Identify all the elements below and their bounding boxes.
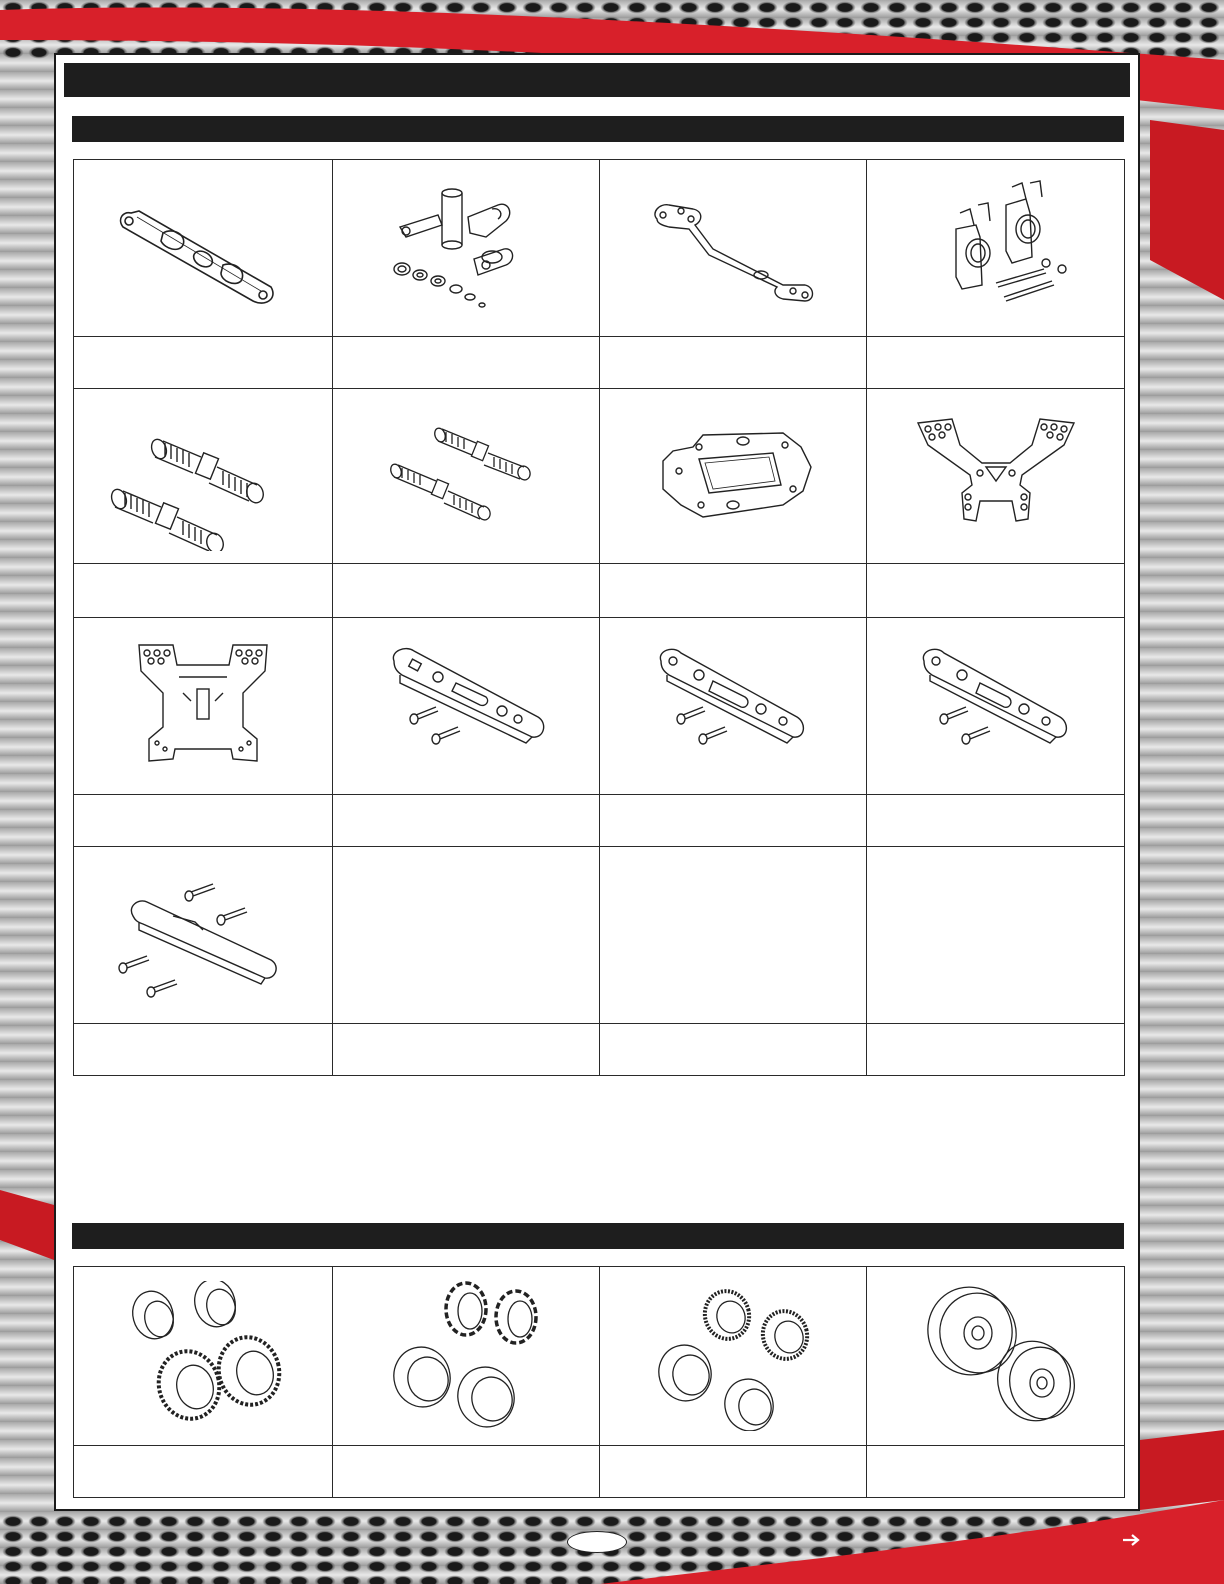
page-number-badge xyxy=(567,1531,627,1553)
suspension-mount-a-icon xyxy=(366,631,566,781)
part-image-cell xyxy=(333,389,600,564)
part-caption xyxy=(74,337,333,389)
part-image-cell xyxy=(600,618,867,795)
part-image-cell xyxy=(74,847,333,1024)
section-heading-parts xyxy=(72,116,1124,142)
empty-image-cell xyxy=(867,847,1125,1024)
small-turnbuckles-icon xyxy=(366,401,566,551)
pin-tires-with-foams-icon xyxy=(103,1281,303,1431)
part-caption xyxy=(333,1446,600,1498)
part-image-cell xyxy=(600,389,867,564)
part-image-cell xyxy=(867,160,1125,337)
paddle-tires-with-foams-icon xyxy=(366,1281,566,1431)
part-image-cell xyxy=(74,618,333,795)
tires-grid xyxy=(73,1266,1125,1498)
next-page-arrow-icon[interactable] xyxy=(1122,1532,1144,1548)
part-caption xyxy=(600,337,867,389)
ribbed-tires-with-foams-icon xyxy=(633,1281,833,1431)
part-caption xyxy=(867,337,1125,389)
part-caption xyxy=(333,1024,600,1076)
part-image-cell xyxy=(867,389,1125,564)
part-caption xyxy=(600,1024,867,1076)
chassis-plate-icon xyxy=(633,401,833,551)
part-caption xyxy=(74,795,333,847)
rear-shock-tower-icon xyxy=(103,631,303,781)
rear-hub-carriers-icon xyxy=(896,173,1096,323)
part-caption xyxy=(333,564,600,618)
large-turnbuckles-icon xyxy=(103,401,303,551)
part-image-cell xyxy=(333,618,600,795)
wheels-icon xyxy=(896,1281,1096,1431)
part-image-cell xyxy=(600,1267,867,1446)
part-image-cell xyxy=(600,160,867,337)
part-caption xyxy=(600,795,867,847)
suspension-mount-c-icon xyxy=(896,631,1096,781)
part-caption xyxy=(333,795,600,847)
suspension-mount-b-icon xyxy=(633,631,833,781)
part-image-cell xyxy=(74,160,333,337)
page-title xyxy=(64,63,1130,97)
part-caption xyxy=(333,337,600,389)
part-image-cell xyxy=(867,1267,1125,1446)
part-image-cell xyxy=(333,160,600,337)
background-texture-top xyxy=(0,0,1224,60)
part-caption xyxy=(600,1446,867,1498)
part-caption xyxy=(867,1024,1125,1076)
empty-image-cell xyxy=(333,847,600,1024)
part-image-cell xyxy=(74,389,333,564)
bumper-brace-icon xyxy=(103,173,303,323)
part-caption xyxy=(867,564,1125,618)
part-image-cell xyxy=(867,618,1125,795)
section-heading-tires xyxy=(72,1223,1124,1249)
front-shock-tower-icon xyxy=(896,401,1096,551)
document-page xyxy=(54,53,1140,1511)
part-caption xyxy=(600,564,867,618)
hinge-pin-brace-icon xyxy=(103,860,303,1010)
empty-image-cell xyxy=(600,847,867,1024)
part-caption xyxy=(867,795,1125,847)
part-caption xyxy=(74,1446,333,1498)
part-image-cell xyxy=(74,1267,333,1446)
steering-bellcrank-set-icon xyxy=(366,173,566,323)
part-caption xyxy=(74,564,333,618)
parts-grid xyxy=(73,159,1125,1076)
part-caption xyxy=(867,1446,1125,1498)
part-caption xyxy=(74,1024,333,1076)
steering-rack-icon xyxy=(633,173,833,323)
part-image-cell xyxy=(333,1267,600,1446)
